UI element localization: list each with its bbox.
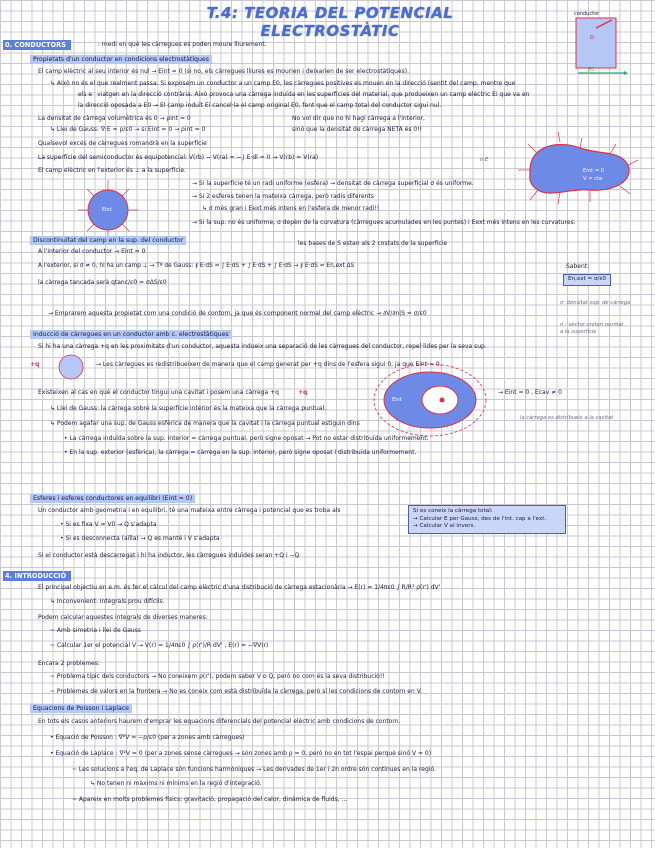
- box-line-b: → Calcular V al invers.: [413, 523, 476, 529]
- ei-label: Ei: [590, 35, 595, 41]
- subsection-discontinuity: Discontinuïtat del camp en la sup. del conductor: [30, 236, 186, 245]
- line-7: Qualsevol excés de càrregues romandrà en la superfície: [38, 140, 207, 147]
- subsection-properties: Propietats d'un conductor en condicions electrostàtiques: [30, 55, 212, 64]
- section-introduction: 4. INTRODUCCIÓ: [3, 571, 71, 581]
- line-16: la càrrega tancada serà qtanc/ε0 = σΔS/ε0: [38, 279, 167, 286]
- note-ext-field: n·E: [480, 157, 489, 163]
- line-20: Existeixen al cas en què el conductor tingui una cavitat i posem una càrrega +q: [38, 389, 279, 396]
- box-header: Si es coneix la càrrega total:: [413, 508, 493, 514]
- line-11: → Si 2 esferes tenen la mateixa càrrega, però radis diferents: [192, 193, 374, 200]
- surface-field-box: [563, 274, 611, 286]
- note-sigma: σ: densitat sup. de càrrega: [560, 300, 631, 306]
- line-6: ↳ Llei de Gauss: ∇·E = ρ/ε0 → si Eint = 0 → ρint = 0: [50, 126, 206, 133]
- line-8: La superfície del semiconductor és equipotencial: V(rb) − V(ra) = −∫ E·dl = 0 → V(rb) = V(ra): [38, 154, 319, 161]
- line-6-right: sinó que la densitat de càrrega NETA és 0!!: [292, 126, 423, 133]
- line-23: • La càrrega induïda sobre la sup. interior = càrrega puntual, però signe oposat → Pot no estar distribuïda uniformement.: [64, 435, 429, 442]
- blob-conductor-diagram: [510, 130, 640, 210]
- line-31: Podem calcular aquestes integrals de diverses maneres:: [38, 614, 208, 621]
- line-29: El principal objectiu en e.m. és fer el càlcul del camp elèctric d'una distribució de càrrega estacionària → E(r) = 1/4πε0 ∫ R/R³ ρ(r') dV': [38, 584, 441, 591]
- line-3: els e⁻ viatgen en la direcció contrària. Això provoca una càrrega induïda en les superfícies del material, que produeixen un camp elèctric Ei que va en: [78, 91, 530, 98]
- line-21: ↳ Llei de Gauss: la càrrega sobre la superfície interior és la mateixa que la càrrega puntual.: [50, 405, 327, 412]
- charge-q-label-2: +q: [298, 389, 308, 396]
- line-40: ~ Les solucions a l'eq. de Laplace són funcions harmòniques → Les derivades de 1er i 2n ordre són contínues en la regió.: [72, 766, 436, 773]
- line-24: • En la sup. exterior (esfèrica), la càrrega = càrrega en la sup. interior, però signe oposat i distribuïda uniformement.: [64, 449, 417, 456]
- line-25: Un conductor amb geometria i en equilibri, té una mateixa entre càrrega i potencial que es troba als: [38, 507, 341, 514]
- page-title: T.4: TEORIA DEL POTENCIAL ELECTROSTÀTIC: [206, 4, 454, 40]
- induced-sphere-diagram: [56, 352, 86, 382]
- subsection-induction: Inducció de càrregues en un conductor amb c. electrostàtiques: [30, 330, 232, 339]
- conductor-label: conductor: [574, 11, 600, 17]
- line-28: Si el conductor està descarregat i hi ha inductor, les càrregues induïdes seran +Q i −Q: [38, 552, 300, 559]
- line-36: ~ Problemes de valors en la frontera → No es coneix com està distribuïda la càrrega, però sí les condicions de contorn en V.: [50, 688, 422, 695]
- line-15: A l'exterior, si σ ≠ 0, hi ha un camp ⊥ → Tª de Gauss: ∮ E·dS = ∫ E·dS + ∫ E·dS + ∫ E·dS → ∮ E·dS = En,ext ΔS: [38, 263, 355, 269]
- line-19: → Les càrregues es redistribueixen de manera que el camp generat per +q dins de l'esfera sigui 0, ja que Eint = 0.: [96, 361, 442, 368]
- line-14: A l'interior del conductor → Eint = 0: [38, 248, 146, 255]
- conductor-diagram: [572, 16, 632, 78]
- line-37: En tots els casos anteriors haurem d'emprar les equacions diferencials del potencial elèctric amb condicions de contorn.: [38, 718, 401, 725]
- line-5: La densitat de càrrega volumètrica és 0 → ρint = 0: [38, 115, 191, 122]
- line-39: • Equació de Laplace : ∇²V = 0 (per a zones sense càrregues → són zones amb ρ = 0, però no en tot l'espai perquè sinó V = 0): [50, 750, 432, 757]
- line-12: ↳ σ més gran i Eext més intens en l'esfera de menor radi!!: [202, 205, 380, 212]
- line-13: → Si la sup. no és uniforme, σ depèn de la curvatura (càrregues acumulades en les puntes) i Eext més intens en les curvatures.: [192, 219, 576, 226]
- line-4: la direcció oposada a E0 → El camp induït Ei cancel·la el camp original E0, fent que el camp total del conductor sigui nul.: [78, 102, 442, 109]
- line-2: ↳ Això no és el que realment passa. Si exposem un conductor a un camp E0, les càrregues positives es mouen en la direcció (sentit del camp, mentre que: [50, 80, 516, 87]
- box-line-a: → Calcular E per Gauss, des de l'int. cap a l'ext.: [413, 515, 547, 522]
- sphere-label: Eint: [102, 207, 112, 213]
- line-35: ~ Problema típic dels conductors → No coneixem ρ(r'), podem saber V o Q, però no com és la seva distribució!!: [50, 673, 385, 680]
- line-38: • Equació de Poisson : ∇²V = −ρ/ε0 (per a zones amb càrregues): [50, 734, 245, 741]
- note-cavity: la càrrega es distribueix a la cavitat: [520, 415, 614, 421]
- line-42: ~ Apareix en molts problemes físics: gravitació, propagació del calor, dinàmica de fluids, ...: [72, 796, 348, 803]
- charge-q-label: +q: [30, 361, 40, 368]
- line-16-right: Sabent:: [566, 263, 590, 270]
- line-10: → Si la superfície té un radi uniforme (esfera) → densitat de càrrega superficial σ és uniforme.: [192, 180, 474, 187]
- line-33: ~ Calcular 1er el potencial V → V(r) = 1/4πε0 ∫ ρ(r')/R dV' , E(r) = −∇V(r): [50, 642, 269, 649]
- note-normal-2: a la superfície: [560, 329, 597, 335]
- total-charge-box: [408, 505, 566, 534]
- line-14-right: les bases de S estan als 2 costats de la superfície: [298, 240, 448, 247]
- line-27: • Si es desconnecta (aïlla) → Q es manté i V s'adapta: [60, 535, 220, 542]
- line-9: El camp elèctric en l'exterior és ⊥ a la superfície.: [38, 167, 186, 174]
- line-32: ~ Amb simetria i llei de Gauss: [50, 627, 141, 634]
- cavity-diagram: [370, 360, 490, 440]
- subsection-poisson-laplace: Equacions de Poisson i Laplace: [30, 704, 132, 713]
- blob-vcte: V = cte: [583, 176, 603, 182]
- conductor-box: [576, 18, 616, 68]
- line-22: ↳ Podem agafar una sup. de Gauss esfèrica de manera que la cavitat i la càrrega puntual estiguin dins: [50, 420, 360, 427]
- line-1: El camp elèctric al seu interior és nul → Eint = 0 (si no, els càrregues lliures es mourien i deixarien de ser electrostàtiques).: [38, 68, 409, 75]
- line-34: Encara 2 problemes:: [38, 660, 101, 667]
- line-26: • Si es fixa V = V0 → Q s'adapta: [60, 521, 157, 528]
- note-normal: n : vector unitari normal: [560, 322, 624, 328]
- section-conductors: 0. CONDUCTORS: [3, 40, 71, 50]
- line-41: ↳ No tenen ni màxims ni mínims en la regió d'integració.: [90, 780, 262, 787]
- cavity-eint-label: Eint: [392, 397, 402, 403]
- surface-field-formula: En,ext = σ/ε0: [568, 276, 606, 282]
- line-5-right: No vol dir que no hi hagi càrrega a l'interior,: [292, 115, 425, 122]
- e0-label: E0: [588, 67, 595, 73]
- conductors-definition: : medi en què les càrregues es poden moure lliurement.: [98, 41, 267, 48]
- line-18: Si hi ha una càrrega +q en les proximitats d'un conductor, aquesta indueix una separació de les càrregues del conductor, repel·lides per la seva sup.: [38, 343, 487, 350]
- line-20-right: → Eint = 0 , Ecav ≠ 0: [498, 389, 562, 396]
- subsection-spheres: Esferes i esferes conductores en equilibri (Eint = 0): [30, 494, 195, 503]
- line-17: → Emprarem aquesta propietat com una condició de contorn, ja que és component normal del camp elèctric → ∂V/∂n|S = σ/ε0: [48, 310, 427, 317]
- line-30: ↳ Inconvenient: Integrals prou difícils.: [50, 598, 165, 605]
- blob-eint: Eint = 0: [583, 168, 604, 174]
